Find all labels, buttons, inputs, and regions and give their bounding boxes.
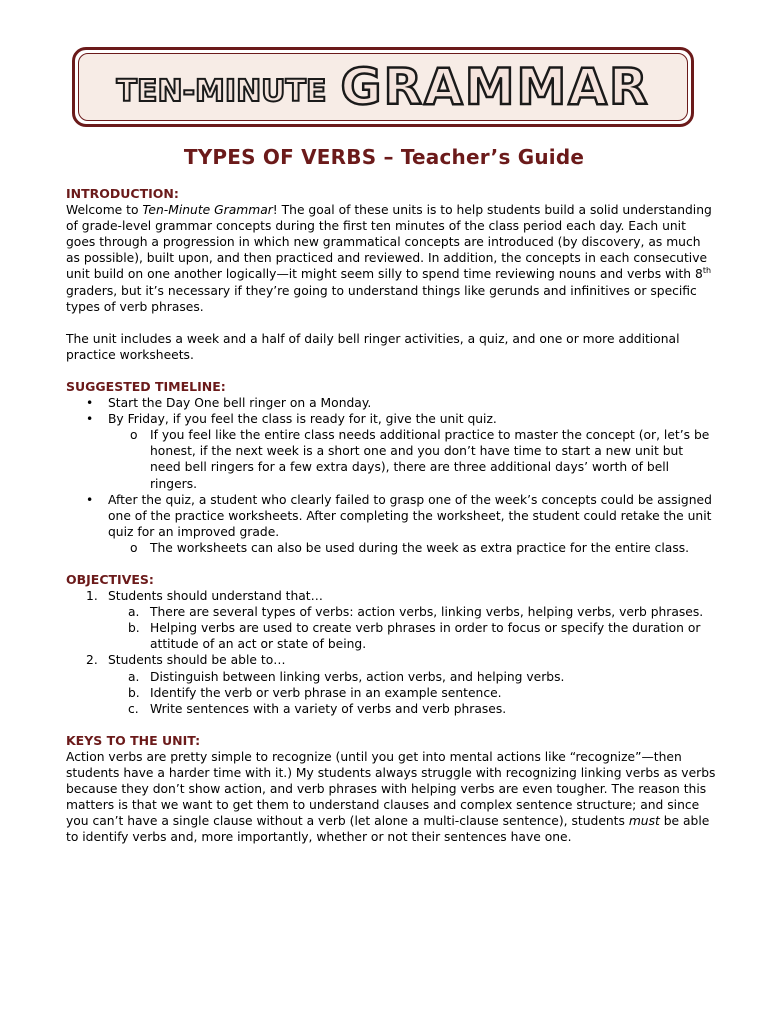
bullet-mark: •: [86, 492, 94, 507]
timeline-item: [66, 492, 716, 540]
objective-text: Students should understand that…: [108, 589, 323, 604]
objective-subitem-text: Helping verbs are used to create verb phrases in order to focus or specify the duration or attitude of an act or state of being.: [150, 621, 701, 652]
timeline-item-text: Start the Day One bell ringer on a Monday.: [108, 396, 372, 411]
objective-subitem: [66, 685, 716, 701]
introduction-paragraph-1: [66, 202, 716, 315]
keys-text: Action verbs are pretty simple to recognize (until you get into mental actions like “recognize”—then students have a harder time with it.) My students always struggle with recognizing linking verbs as verbs because they don’t show action, and verb phrases with helping verbs are even tougher. The reason this matters is that we want to get them to understand clauses and complex sentence structure; and since you can’t have a single clause without a verb (let alone a multi-clause sentence), students: [66, 749, 716, 829]
objective-subitem: [66, 604, 716, 620]
objective-subitem-text: Identify the verb or verb phrase in an example sentence.: [150, 685, 502, 700]
introduction-paragraph-2: The unit includes a week and a half of daily bell ringer activities, a quiz, and one or more additional practice worksheets.: [66, 331, 680, 362]
objective-letter: b.: [128, 685, 140, 700]
timeline-item: [66, 411, 716, 427]
timeline-item-text: After the quiz, a student who clearly failed to grasp one of the week’s concepts could be assigned one of the practice worksheets. After completing the worksheet, the student could retake the unit quiz for an improved grade.: [108, 492, 712, 539]
objective-letter: a.: [128, 605, 140, 620]
title-banner: [72, 47, 694, 127]
sub-bullet-mark: o: [130, 428, 138, 443]
objective-letter: a.: [128, 669, 140, 684]
objectives-heading: OBJECTIVES:: [66, 571, 154, 587]
timeline-subitem-text: The worksheets can also be used during the week as extra practice for the entire class.: [150, 540, 690, 555]
objective-subitem-text: Write sentences with a variety of verbs and verb phrases.: [150, 701, 507, 716]
keys-text-end: be able to identify verbs and, more importantly, whether or not their sentences have one.: [66, 814, 710, 845]
intro-sup: th: [702, 266, 712, 276]
objectives-list: [66, 588, 716, 717]
title-banner-inner: [78, 53, 688, 121]
timeline-item: [66, 395, 716, 411]
objective-item: [66, 588, 716, 604]
intro-text: ! The goal of these units is to help students build a solid understanding of grade-level grammar concepts during the first ten minutes of the class period each day. Each unit goes through a progression in which new grammatical concepts are introduced (by discovery, as much as possible), built upon, and then practiced and reviewed. In addition, the concepts in each consecutive unit build on one another logically—it might seem silly to spend time reviewing nouns and verbs with 8: [66, 203, 712, 282]
intro-text-end: graders, but it’s necessary if they’re going to understand things like gerunds and infinitives or specific types of verb phrases.: [66, 283, 697, 314]
timeline-subitem: [66, 540, 716, 556]
keys-heading: KEYS TO THE UNIT:: [66, 732, 201, 748]
objective-number: 2.: [86, 653, 98, 668]
objective-subitem: [66, 701, 716, 717]
page-title: TYPES OF VERBS – Teacher’s Guide: [183, 145, 585, 169]
keys-paragraph: [66, 749, 716, 846]
keys-emphasis: must: [628, 814, 660, 829]
objective-number: 1.: [86, 589, 98, 604]
document-body: [66, 186, 716, 845]
objective-subitem-text: Distinguish between linking verbs, action verbs, and helping verbs.: [150, 669, 565, 684]
banner-title: GRAMMAR: [340, 58, 650, 116]
sub-bullet-mark: o: [130, 540, 138, 555]
timeline-item-text: By Friday, if you feel the class is ready for it, give the unit quiz.: [108, 412, 497, 427]
intro-brand: Ten-Minute Grammar: [142, 203, 273, 218]
bullet-mark: •: [86, 396, 94, 411]
timeline-subitem-text: If you feel like the entire class needs additional practice to master the concept (or, let’s be honest, if the next week is a short one and you don’t have time to start a new unit but need bell ringers for a few extra days), there are three additional days’ worth of bell ringers.: [150, 428, 710, 491]
timeline-list: [66, 395, 716, 556]
objective-subitem-text: There are several types of verbs: action verbs, linking verbs, helping verbs, verb phrases.: [150, 605, 704, 620]
objective-letter: c.: [128, 701, 139, 716]
intro-welcome: Welcome to: [66, 203, 143, 218]
bullet-mark: •: [86, 412, 94, 427]
objective-subitem: [66, 669, 716, 685]
objective-text: Students should be able to…: [108, 653, 286, 668]
objective-item: [66, 652, 716, 668]
banner-subtitle: TEN-MINUTE: [116, 73, 327, 109]
objective-subitem: [66, 620, 716, 652]
objective-letter: b.: [128, 621, 140, 636]
introduction-heading: INTRODUCTION:: [66, 186, 179, 201]
timeline-subitem: [66, 427, 716, 491]
timeline-heading: SUGGESTED TIMELINE:: [66, 378, 226, 394]
